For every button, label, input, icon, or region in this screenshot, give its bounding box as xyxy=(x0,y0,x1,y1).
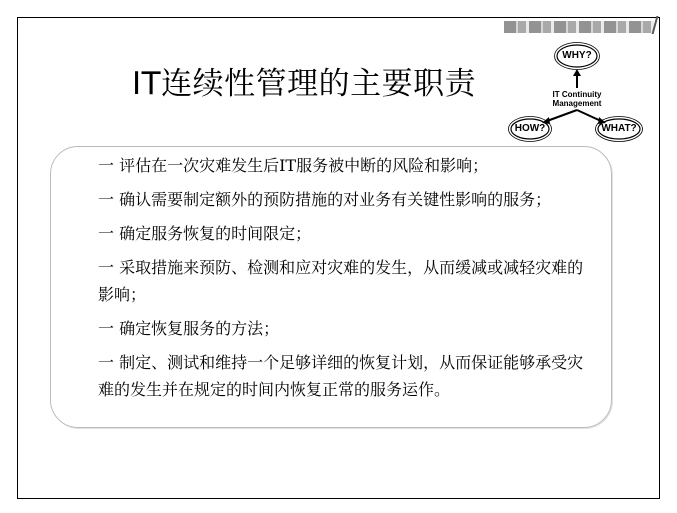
list-item: 一 确定服务恢复的时间限定； xyxy=(98,224,312,243)
center-label-line2: Management xyxy=(552,99,602,108)
center-label xyxy=(537,90,617,108)
decorative-banner xyxy=(504,21,654,33)
list-item: 一 确认需要制定额外的预防措施的对业务有关键性影响的服务； xyxy=(98,190,552,209)
center-label-line1: IT Continuity xyxy=(552,90,602,99)
slide-title: IT连续性管理的主要职责 xyxy=(132,66,477,102)
responsibility-list xyxy=(98,152,598,410)
why-how-what-diagram xyxy=(503,40,653,150)
how-label: HOW? xyxy=(514,123,546,134)
list-item: 一 确定恢复服务的方法； xyxy=(98,319,280,338)
list-item: 一 评估在一次灾难发生后IT服务被中断的风险和影响； xyxy=(98,156,489,175)
what-label: WHAT? xyxy=(601,123,637,134)
why-label: WHY? xyxy=(562,50,592,61)
list-item: 一 采取措施来预防、检测和应对灾难的发生，从而缓减或减轻灾难的影响； xyxy=(98,258,584,304)
list-item: 一 制定、测试和维持一个足够详细的恢复计划，从而保证能够承受灾难的发生并在规定的时间内恢复正常的服务运作。 xyxy=(98,353,584,399)
